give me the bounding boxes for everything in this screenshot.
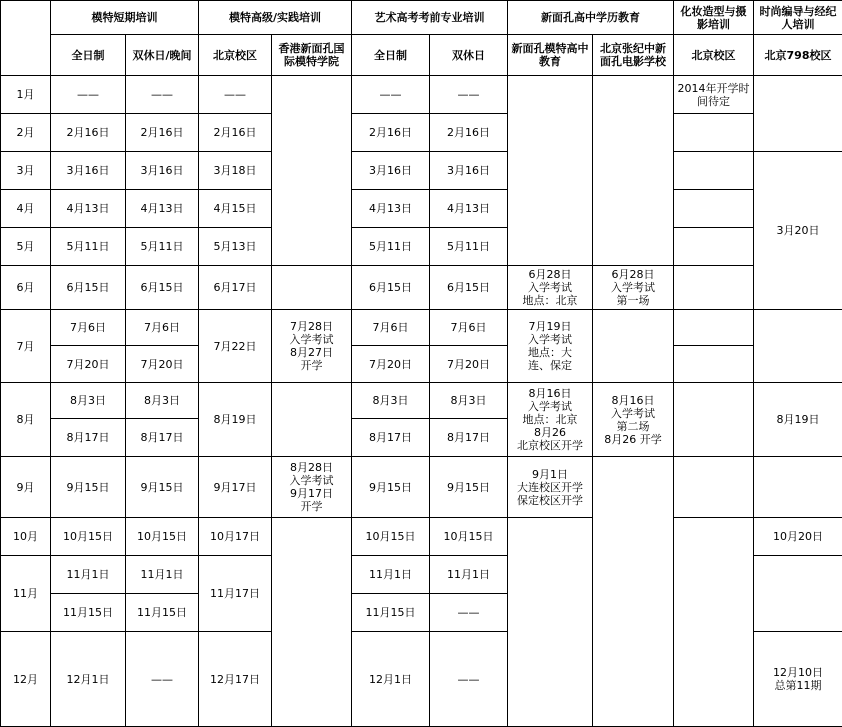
- table-cell: 8月17日: [126, 419, 199, 457]
- month-label: 5月: [1, 228, 51, 266]
- table-cell-empty: [674, 228, 754, 266]
- table-row-apr: [1, 190, 842, 228]
- table-cell: 5月11日: [126, 228, 199, 266]
- table-cell: 3月16日: [430, 152, 508, 190]
- table-cell: 6月28日 入学考试 地点：北京: [508, 266, 593, 310]
- table-cell: 5月13日: [199, 228, 272, 266]
- table-cell: 11月1日: [430, 556, 508, 594]
- month-label: 8月: [1, 383, 51, 457]
- table-cell: 8月17日: [430, 419, 508, 457]
- table-cell: ——: [51, 76, 126, 114]
- table-cell: 10月15日: [430, 518, 508, 556]
- table-cell: 3月16日: [126, 152, 199, 190]
- table-row-jul-a: [1, 310, 842, 346]
- table-cell: 3月18日: [199, 152, 272, 190]
- table-cell: 3月16日: [352, 152, 430, 190]
- sub-header: 北京校区: [199, 35, 272, 76]
- table-cell-empty: [272, 266, 352, 310]
- table-cell: 12月10日 总第11期: [754, 632, 842, 727]
- table-cell-empty: [272, 76, 352, 266]
- table-cell-empty: [754, 76, 842, 152]
- header-row-groups: [1, 1, 842, 35]
- table-cell: 10月15日: [51, 518, 126, 556]
- table-cell-empty: [674, 190, 754, 228]
- table-cell: 7月19日 入学考试 地点：大 连、保定: [508, 310, 593, 383]
- table-cell: 9月1日 大连校区开学 保定校区开学: [508, 457, 593, 518]
- table-cell-empty: [674, 518, 754, 727]
- table-cell-empty: [674, 152, 754, 190]
- table-cell: 11月17日: [199, 556, 272, 632]
- table-cell: 10月20日: [754, 518, 842, 556]
- table-cell: 12月1日: [352, 632, 430, 727]
- month-label: 1月: [1, 76, 51, 114]
- sub-header: 全日制: [51, 35, 126, 76]
- table-cell-empty: [754, 556, 842, 632]
- table-cell: 11月15日: [126, 594, 199, 632]
- table-cell: 8月19日: [754, 383, 842, 457]
- table-cell: 8月3日: [430, 383, 508, 419]
- group-header-fashion-director: 时尚编导与经纪人培训: [754, 1, 842, 35]
- table-cell: 10月15日: [126, 518, 199, 556]
- table-cell: 2月16日: [430, 114, 508, 152]
- table-cell: 7月20日: [51, 346, 126, 383]
- table-cell: 8月16日 入学考试 第二场 8月26 开学: [593, 383, 674, 457]
- table-cell: 6月28日 入学考试 第一场: [593, 266, 674, 310]
- table-row-oct: [1, 518, 842, 556]
- table-cell-empty: [593, 310, 674, 383]
- table-row-jan: [1, 76, 842, 114]
- table-cell: ——: [352, 76, 430, 114]
- table-cell: 4月13日: [51, 190, 126, 228]
- table-cell: ——: [430, 76, 508, 114]
- table-cell-empty: [674, 346, 754, 383]
- table-row-jun: [1, 266, 842, 310]
- table-cell: 7月6日: [126, 310, 199, 346]
- month-label: 7月: [1, 310, 51, 383]
- table-cell: 8月17日: [51, 419, 126, 457]
- table-cell: ——: [430, 594, 508, 632]
- table-cell: ——: [199, 76, 272, 114]
- table-cell: 6月15日: [352, 266, 430, 310]
- table-cell-empty: [674, 266, 754, 310]
- table-cell: 7月28日 入学考试 8月27日 开学: [272, 310, 352, 383]
- table-cell: 2月16日: [126, 114, 199, 152]
- month-label: 3月: [1, 152, 51, 190]
- table-cell: ——: [126, 632, 199, 727]
- table-row-jul-b: [1, 346, 842, 383]
- table-cell: 6月15日: [126, 266, 199, 310]
- table-cell: 6月17日: [199, 266, 272, 310]
- table-cell: 9月15日: [430, 457, 508, 518]
- month-label: 11月: [1, 556, 51, 632]
- table-cell: 11月1日: [352, 556, 430, 594]
- table-cell: 9月17日: [199, 457, 272, 518]
- table-cell-empty: [593, 76, 674, 266]
- table-cell-empty: [508, 76, 593, 266]
- table-cell-empty: [674, 310, 754, 346]
- sub-header: 双休日/晚间: [126, 35, 199, 76]
- table-row-aug-a: [1, 383, 842, 419]
- table-cell-empty: [674, 457, 754, 518]
- sub-header: 双休日: [430, 35, 508, 76]
- table-row-may: [1, 228, 842, 266]
- table-cell: 8月3日: [352, 383, 430, 419]
- corner-cell: [1, 1, 51, 76]
- table-cell: 8月3日: [51, 383, 126, 419]
- table-cell: 7月20日: [126, 346, 199, 383]
- table-cell: 6月15日: [430, 266, 508, 310]
- table-cell: ——: [126, 76, 199, 114]
- table-cell: 10月17日: [199, 518, 272, 556]
- table-cell: 5月11日: [430, 228, 508, 266]
- table-cell: 4月13日: [430, 190, 508, 228]
- table-cell: 4月13日: [352, 190, 430, 228]
- table-cell: 7月20日: [430, 346, 508, 383]
- table-row-feb: [1, 114, 842, 152]
- month-label: 12月: [1, 632, 51, 727]
- table-cell: 8月16日 入学考试 地点：北京 8月26 北京校区开学: [508, 383, 593, 457]
- table-cell: 8月17日: [352, 419, 430, 457]
- table-cell: 2014年开学时间待定: [674, 76, 754, 114]
- table-cell: 7月6日: [430, 310, 508, 346]
- table-cell-empty: [754, 457, 842, 518]
- table-cell-empty: [674, 383, 754, 457]
- month-label: 4月: [1, 190, 51, 228]
- table-cell: 9月15日: [352, 457, 430, 518]
- table-cell: 12月17日: [199, 632, 272, 727]
- table-cell: 7月20日: [352, 346, 430, 383]
- table-cell: 3月16日: [51, 152, 126, 190]
- month-label: 10月: [1, 518, 51, 556]
- sub-header: 新面孔模特高中教育: [508, 35, 593, 76]
- table-cell: 7月6日: [51, 310, 126, 346]
- group-header-model-short: 模特短期培训: [51, 1, 199, 35]
- table-cell: 10月15日: [352, 518, 430, 556]
- table-cell: 11月15日: [51, 594, 126, 632]
- sub-header: 北京校区: [674, 35, 754, 76]
- table-cell-empty: [272, 518, 352, 727]
- table-row-mar: [1, 152, 842, 190]
- table-cell: 8月3日: [126, 383, 199, 419]
- month-label: 6月: [1, 266, 51, 310]
- month-label: 2月: [1, 114, 51, 152]
- table-cell: 9月15日: [51, 457, 126, 518]
- table-cell-empty: [754, 310, 842, 383]
- table-cell: 6月15日: [51, 266, 126, 310]
- table-cell: 5月11日: [51, 228, 126, 266]
- table-cell: 3月20日: [754, 152, 842, 310]
- table-cell: 4月13日: [126, 190, 199, 228]
- table-cell-empty: [508, 518, 593, 727]
- table-cell: 11月1日: [51, 556, 126, 594]
- table-cell-empty: [593, 457, 674, 727]
- table-cell: 7月22日: [199, 310, 272, 383]
- table-cell-empty: [674, 114, 754, 152]
- sub-header: 北京798校区: [754, 35, 842, 76]
- sub-header: 全日制: [352, 35, 430, 76]
- sub-header: 北京张纪中新面孔电影学校: [593, 35, 674, 76]
- table-cell: 9月15日: [126, 457, 199, 518]
- table-cell: 4月15日: [199, 190, 272, 228]
- group-header-high-school: 新面孔高中学历教育: [508, 1, 674, 35]
- table-row-sep: [1, 457, 842, 518]
- table-cell: ——: [430, 632, 508, 727]
- group-header-model-advanced: 模特高级/实践培训: [199, 1, 352, 35]
- month-label: 9月: [1, 457, 51, 518]
- table-cell: 2月16日: [352, 114, 430, 152]
- table-cell: 8月28日 入学考试 9月17日 开学: [272, 457, 352, 518]
- table-cell: 12月1日: [51, 632, 126, 727]
- group-header-makeup-photo: 化妆造型与摄影培训: [674, 1, 754, 35]
- table-cell: 8月19日: [199, 383, 272, 457]
- table-cell: 2月16日: [199, 114, 272, 152]
- header-row-subs: [1, 35, 842, 76]
- group-header-art-exam: 艺术高考考前专业培训: [352, 1, 508, 35]
- table-cell: 2月16日: [51, 114, 126, 152]
- table-cell: 11月15日: [352, 594, 430, 632]
- table-cell: 5月11日: [352, 228, 430, 266]
- table-cell: 7月6日: [352, 310, 430, 346]
- sub-header: 香港新面孔国际模特学院: [272, 35, 352, 76]
- table-cell: 11月1日: [126, 556, 199, 594]
- table-cell-empty: [272, 383, 352, 457]
